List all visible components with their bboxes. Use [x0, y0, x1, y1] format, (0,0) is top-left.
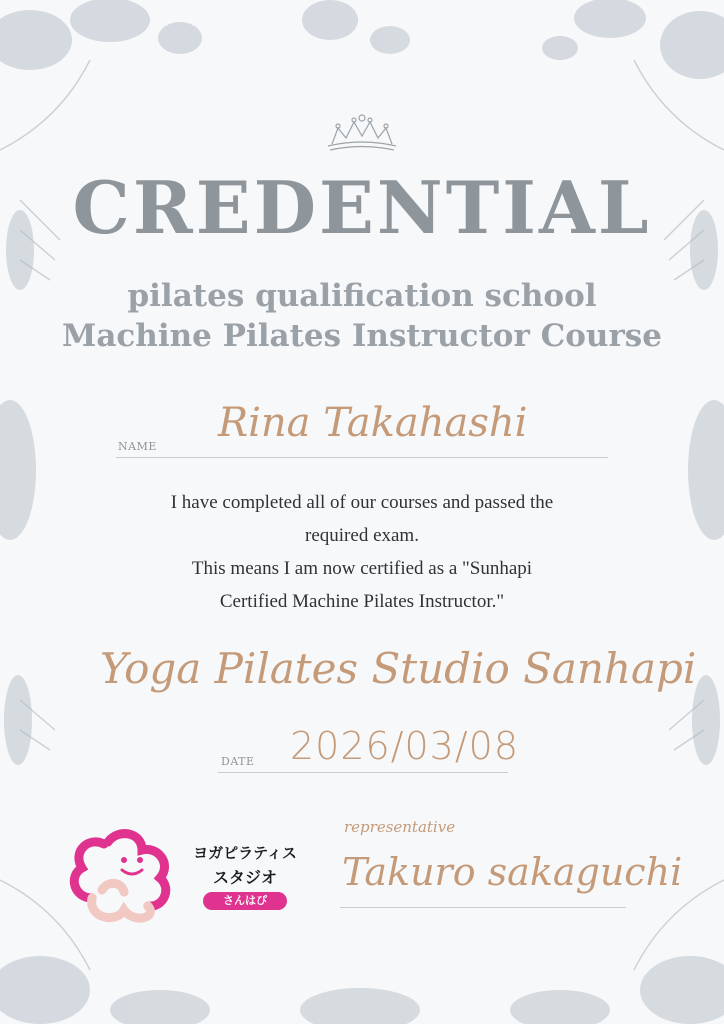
- brand-line-2: スタジオ: [212, 868, 277, 887]
- certificate-title: CREDENTIAL: [72, 165, 652, 250]
- name-underline: [116, 457, 608, 458]
- crown-icon: [322, 112, 402, 154]
- date-underline: [218, 772, 508, 773]
- school-subtitle: pilates qualification school: [127, 278, 597, 314]
- certificate-body: [90, 486, 634, 618]
- course-subtitle: Machine Pilates Instructor Course: [62, 318, 662, 354]
- studio-signature: Yoga Pilates Studio Sanhapi: [100, 644, 697, 693]
- studio-brand: [180, 842, 310, 910]
- body-line: required exam.: [305, 525, 419, 546]
- representative-signature: Takuro sakaguchi: [342, 850, 683, 894]
- body-line: Certified Machine Pilates Instructor.": [219, 591, 505, 612]
- smiling-flower-logo-icon: [68, 826, 176, 926]
- date-label: DATE: [221, 755, 255, 768]
- date-value: 2026/03/08: [290, 724, 520, 768]
- representative-label: representative: [344, 818, 456, 836]
- body-line: This means I am now certified as a "Sunhapi: [191, 558, 533, 579]
- representative-underline: [340, 907, 626, 908]
- name-label: NAME: [118, 440, 157, 453]
- brand-line-1: ヨガピラティス: [193, 844, 297, 862]
- brand-line-3: さんはぴ: [203, 892, 287, 910]
- recipient-name: Rina Takahashi: [218, 400, 528, 446]
- body-line: I have completed all of our courses and passed the: [170, 492, 554, 513]
